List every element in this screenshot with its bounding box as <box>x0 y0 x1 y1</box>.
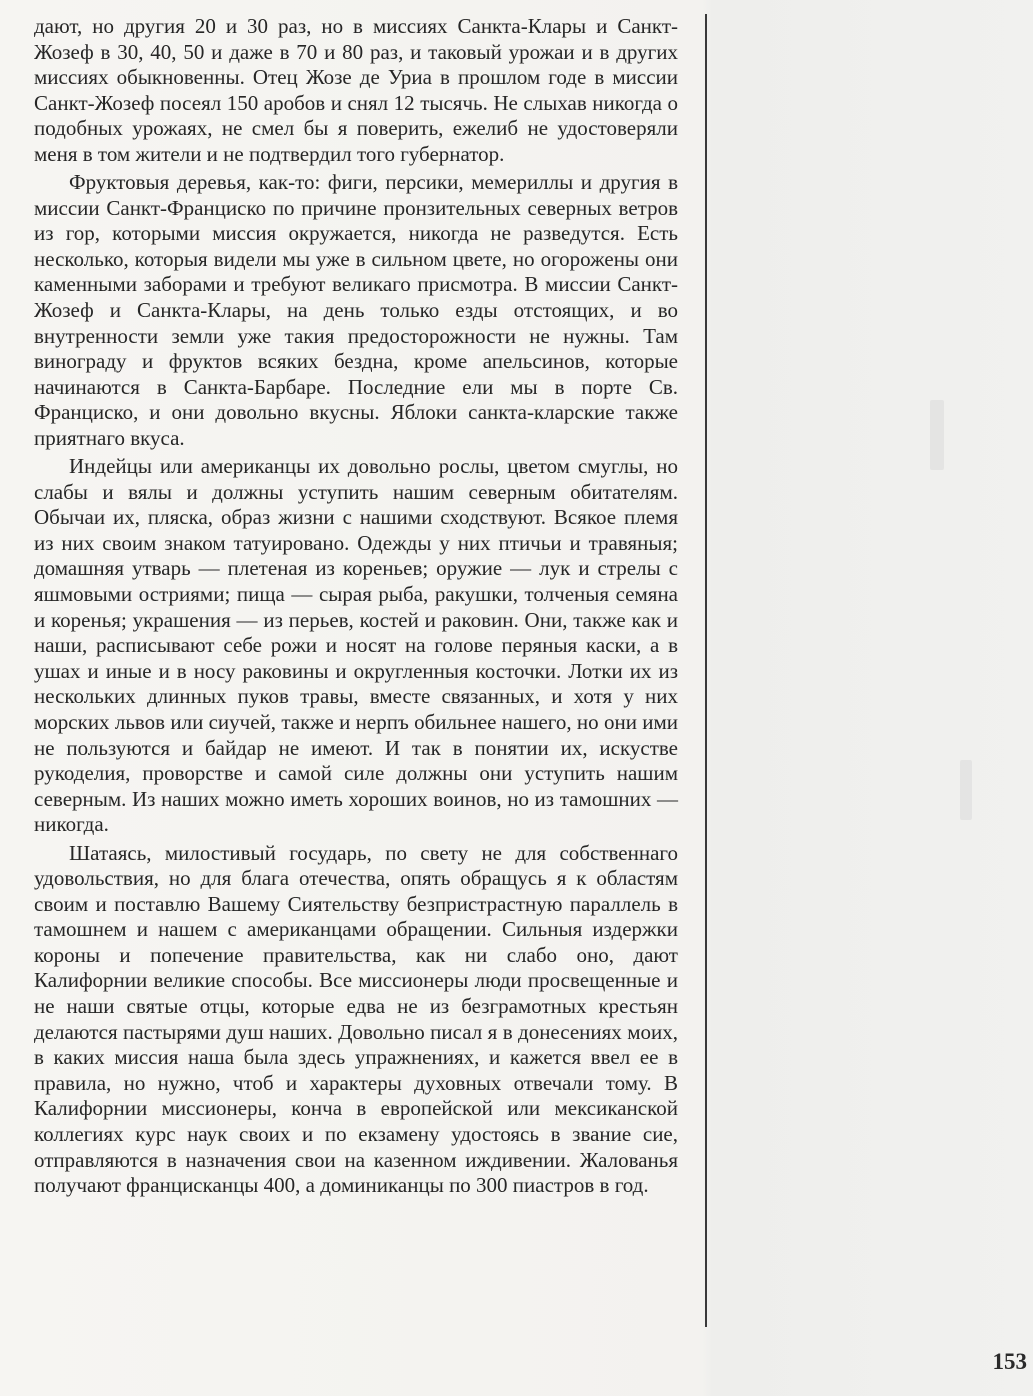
paragraph-missionaries: Шатаясь, милостивый государь, по свету не для собственнаго удовольствия, но для блага отечества, опять обращусь я к областям своим и поставлю Вашему Сиятельству безпристрастную параллель в тамошнем и нашем с американцами обращении. Сильныя издержки короны и попечение правительства, как ни слабо оно, дают Калифорнии великие способы. Все миссионеры люди просвещенные и не наши святые отцы, которые едва не из безграмотных крестьян делаются пастырями душ наших. Довольно писал я в донесениях моих, в каких миссия наша была здесь упражнениях, и кажется ввел ее в правила, но нужно, чтоб и характеры духовных отвечали тому. В Калифорнии миссионеры, конча в европейской или мексиканской коллегиях курс наук своих и по екзамену удостоясь в звание сие, отправляются в назначения свои на казенном иждивении. Жалованья получают францисканцы 400, а доминиканцы по 300 пиастров в год. <box>34 840 678 1198</box>
text-column <box>34 14 678 1199</box>
scan-smudge <box>960 760 972 820</box>
page-number: 153 <box>992 1349 1027 1374</box>
paragraph-continuation: дают, но другия 20 и 30 раз, но в миссиях Санкта-Клары и Санкт-Жозеф в 30, 40, 50 и даже в 70 и 80 раз, и таковый урожаи и в других миссиях обыкновенны. Отец Жозе де Уриа в прошлом годе в миссии Санкт-Жозеф посеял 150 аробов и снял 12 тысячь. Не слыхав никогда о подобных урожаях, не смел бы я поверить, ежелиб не удостоверяли меня в том жители и не подтвердил того губернатор. <box>34 14 678 166</box>
paragraph-fruit-trees: Фруктовыя деревья, как-то: фиги, персики, мемериллы и другия в миссии Санкт-Франциско по причине пронзительных северных ветров из гор, которыми миссия окружается, никогда не разведутся. Есть несколько, которыя видели мы уже в сильном цвете, но огорожены они каменными заборами и требуют великаго присмотра. В миссии Санкт-Жозеф и Санкта-Клары, на день только езды отстоящих, и во внутренности земли уже такия предосторожности не нужны. Там винограду и фруктов всяких бездна, кроме апельсинов, которые начинаются в Санкта-Барбаре. Последние ели мы в порте Св. Франциско, и они довольно вкусны. Яблоки санкта-кларские также приятнаго вкуса. <box>34 170 678 450</box>
column-rule <box>705 14 707 1327</box>
paragraph-indians: Индейцы или американцы их довольно рослы, цветом смуглы, но слабы и вялы и должны уступить нашим северным обитателям. Обычаи их, пляска, образ жизни с нашими сходствуют. Всякое племя из них своим знаком татуировано. Одежды у них птичьи и травяныя; домашняя утварь — плетеная из кореньев; оружие — лук и стрелы с яшмовыми остриями; пища — сырая рыба, ракушки, толченыя семяна и коренья; украшения — из перьев, костей и раковин. Они, также как и наши, расписывают себе рожи и носят на голове пeряныя каски, а в ушах и иные и в носу раковины и округленныя косточки. Лотки их из нескольких длинных пуков травы, вместе связанных, и хотя у них морских львов или сиучей, также и нерпъ обильнее нашего, но они ими не пользуются и байдар не имеют. И так в понятии их, искустве рукоделия, проворстве и самой силе должны они уступить нашим северным. Из наших можно иметь хороших воинов, но из тамошних — никогда. <box>34 454 678 837</box>
scan-smudge <box>930 400 944 470</box>
